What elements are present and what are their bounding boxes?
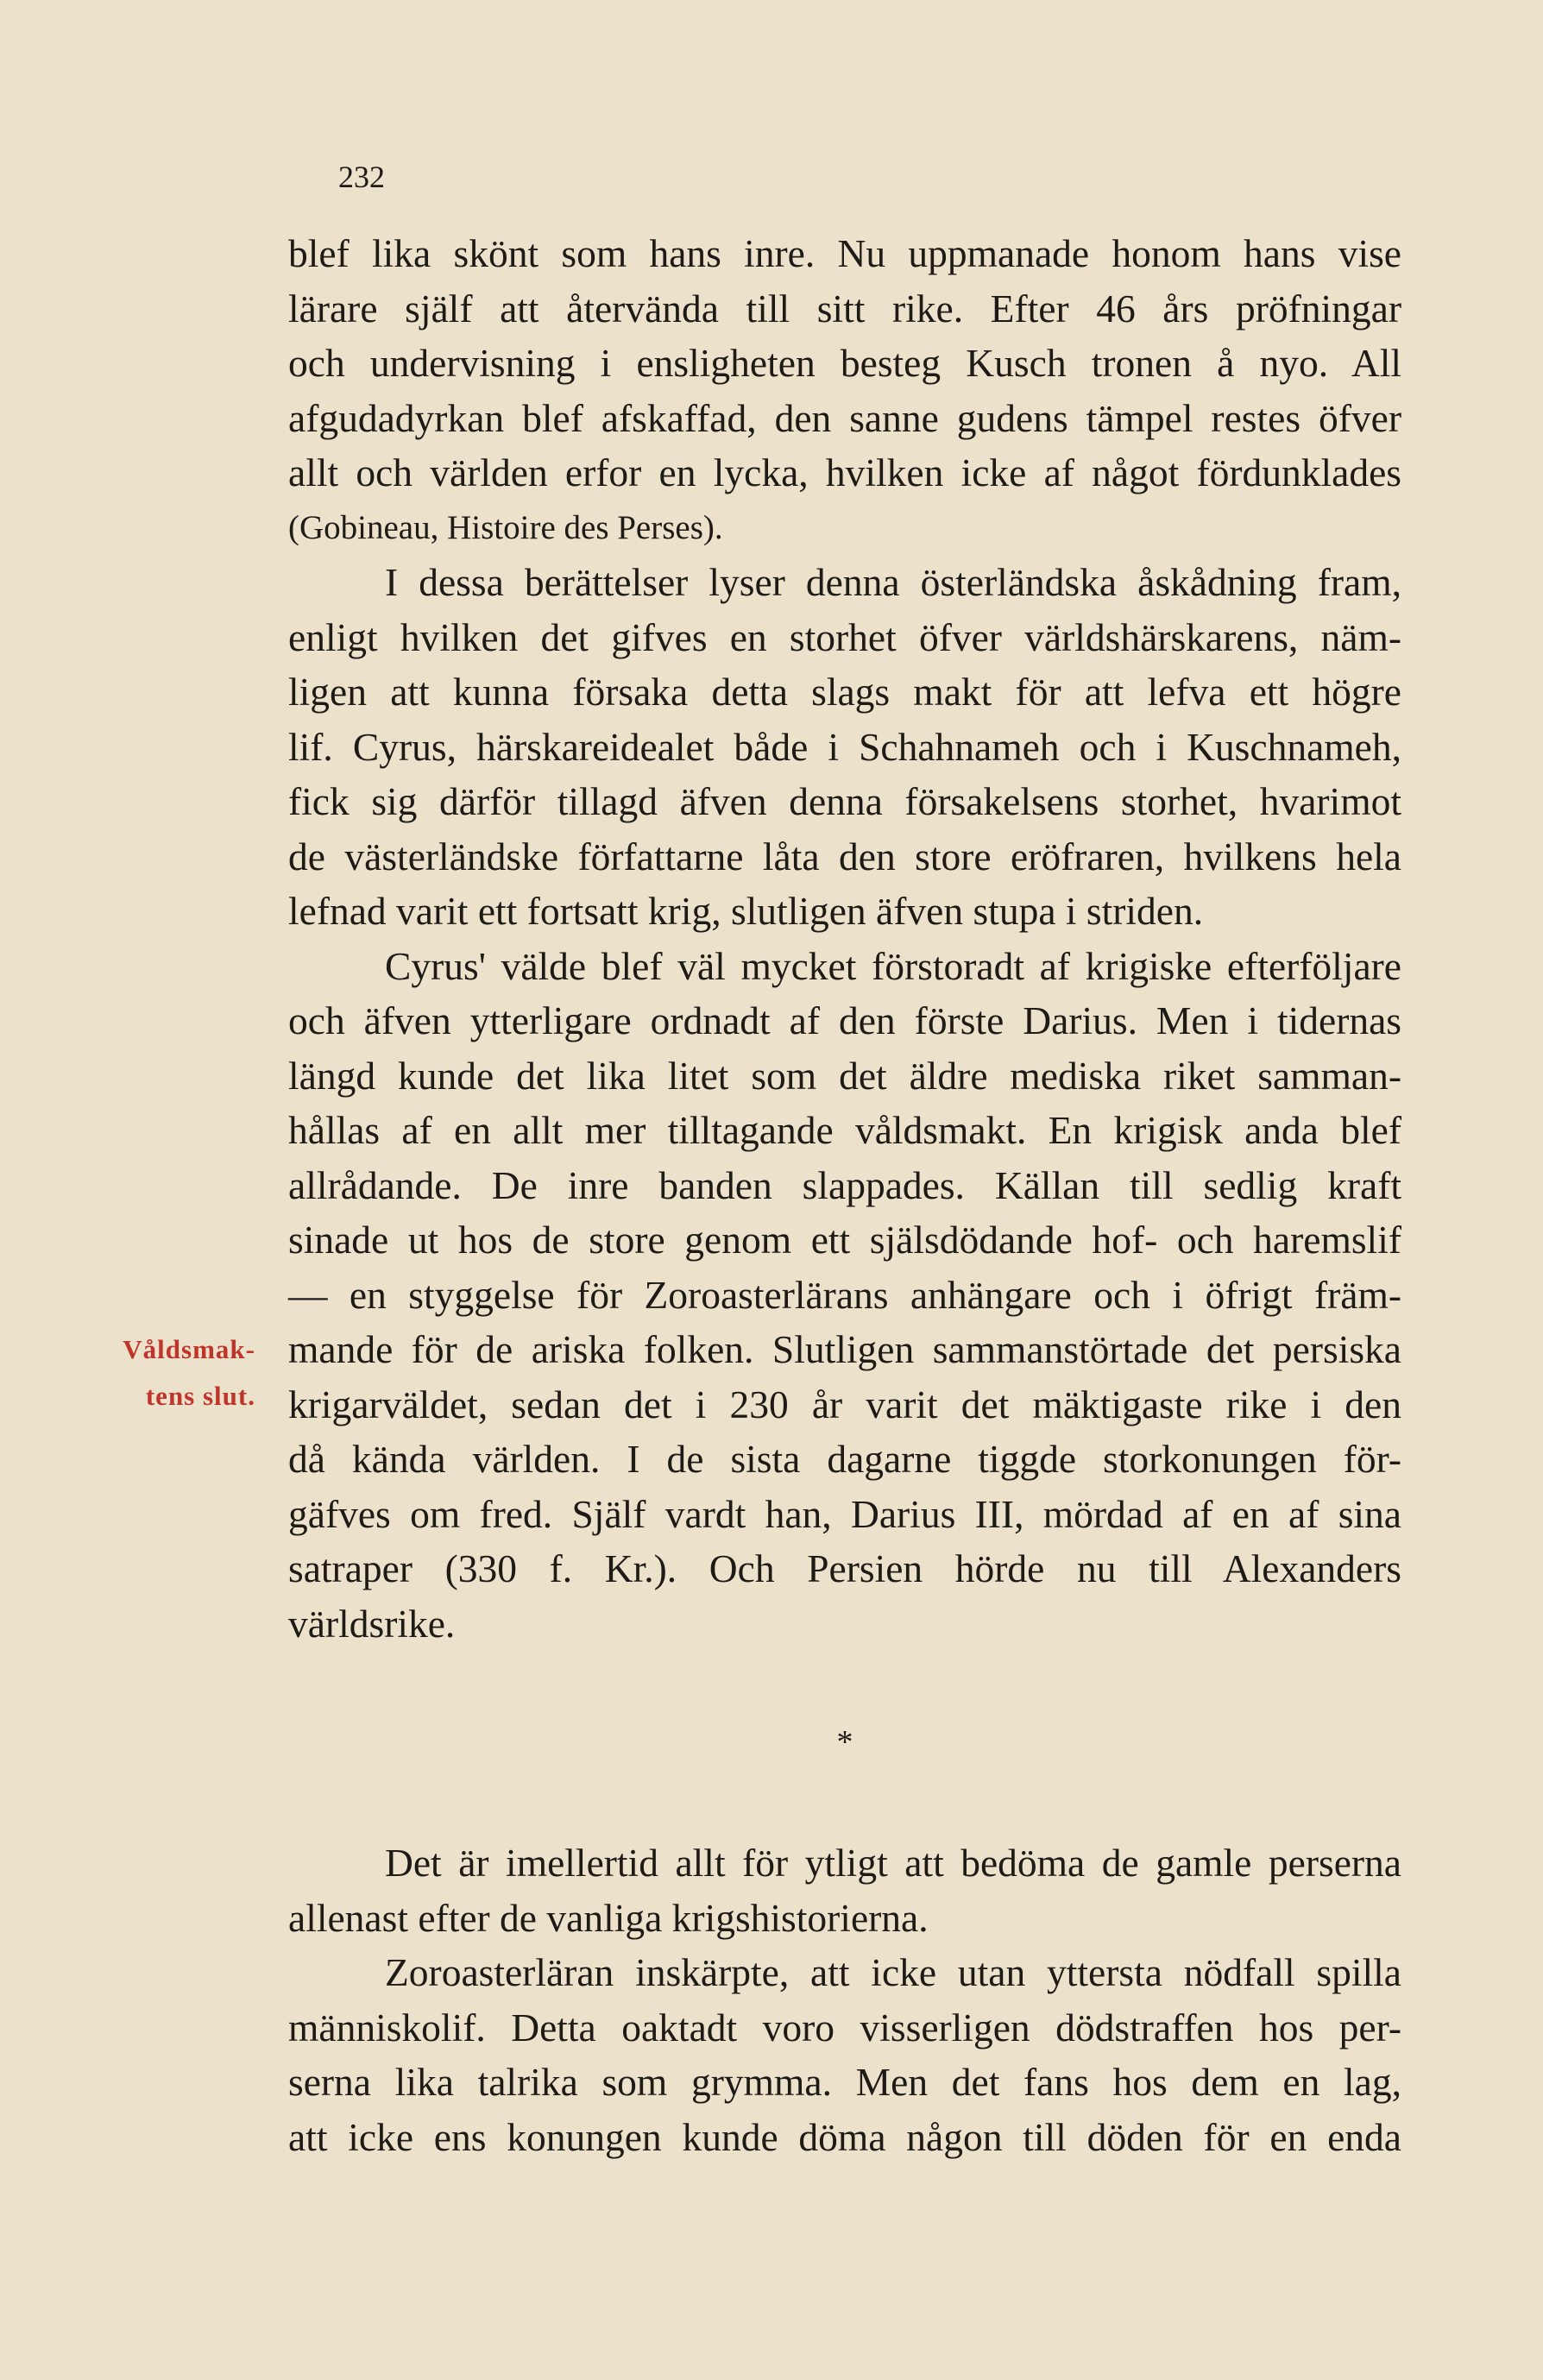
marginal-note — [91, 1326, 255, 1420]
text-line: människolif. Detta oaktadt voro visserligen dödstraffen hos per- — [288, 2005, 1401, 2049]
text-line: då kända världen. I de sista dagarne tiggde storkonungen för- — [288, 1437, 1401, 1481]
text-line: (Gobineau, Histoire des Perses). — [288, 508, 723, 546]
text-line: gäfves om fred. Själf vardt han, Darius III, mördad af en af sina — [288, 1491, 1401, 1536]
text-line: I dessa berättelser lyser denna österländska åskådning fram, — [385, 560, 1401, 604]
text-line: sinade ut hos de store genom ett själsdödande hof- och haremslif — [288, 1218, 1401, 1262]
text-line: serna lika talrika som grymma. Men det fans hos dem en lag, — [288, 2060, 1401, 2104]
text-line: enligt hvilken det gifves en storhet öfver världshärskarens, näm- — [288, 614, 1401, 659]
text-line: allt och världen erfor en lycka, hvilken icke af något fördunklades — [288, 450, 1401, 494]
text-line: afgudadyrkan blef afskaffad, den sanne gudens tämpel restes öfver — [288, 395, 1401, 440]
text-line: lefnad varit ett fortsatt krig, slutligen äfven stupa i striden. — [288, 889, 1204, 933]
text-line: fick sig därför tillagd äfven denna försakelsens storhet, hvarimot — [288, 779, 1401, 823]
text-line: och äfven ytterligare ordnadt af den förste Darius. Men i tidernas — [288, 998, 1401, 1042]
text-line: satraper (330 f. Kr.). Och Persien hörde nu till Alexanders — [288, 1546, 1401, 1590]
text-line: längd kunde det lika litet som det äldre mediska riket samman- — [288, 1053, 1401, 1098]
text-line: Cyrus' välde blef väl mycket förstoradt af krigiske efterföljare — [385, 943, 1401, 988]
text-line: mande för de ariska folken. Slutligen sammanstörtade det persiska — [288, 1327, 1401, 1371]
text-line: ligen att kunna försaka detta slags makt för att lefva ett högre — [288, 670, 1401, 714]
text-line: blef lika skönt som hans inre. Nu uppmanade honom hans vise — [288, 231, 1401, 275]
text-line: krigarväldet, sedan det i 230 år varit det mäktigaste rike i den — [288, 1382, 1401, 1426]
marginal-note-line: Våldsmak- — [123, 1334, 255, 1364]
text-line: världsrike. — [288, 1601, 456, 1646]
marginal-note-line: tens slut. — [145, 1381, 255, 1411]
text-line: allenast efter de vanliga krigshistorierna. — [288, 1895, 929, 1940]
text-line: Zoroasterläran inskärpte, att icke utan yttersta nödfall spilla — [385, 1950, 1401, 1994]
body-text — [288, 226, 1401, 2164]
text-line: och undervisning i ensligheten besteg Kusch tronen å nyo. All — [288, 341, 1401, 385]
text-line: att icke ens konungen kunde döma någon till döden för en enda — [288, 2114, 1401, 2159]
text-line: hållas af en allt mer tilltagande våldsmakt. En krigisk anda blef — [288, 1108, 1401, 1152]
section-separator: * — [836, 1724, 853, 1760]
text-line: allrådande. De inre banden slappades. Källan till sedlig kraft — [288, 1162, 1401, 1207]
text-line: de västerländske författarne låta den store eröfraren, hvilkens hela — [288, 834, 1401, 878]
text-line: — en styggelse för Zoroasterlärans anhängare och i öfrigt främ- — [288, 1272, 1401, 1317]
text-line: lärare själf att återvända till sitt rike. Efter 46 års pröfningar — [288, 286, 1401, 331]
page-number: 232 — [338, 160, 385, 194]
text-line: Det är imellertid allt för ytligt att bedöma de gamle perserna — [385, 1841, 1401, 1885]
text-line: lif. Cyrus, härskareidealet både i Schahnameh och i Kuschnameh, — [288, 724, 1401, 769]
